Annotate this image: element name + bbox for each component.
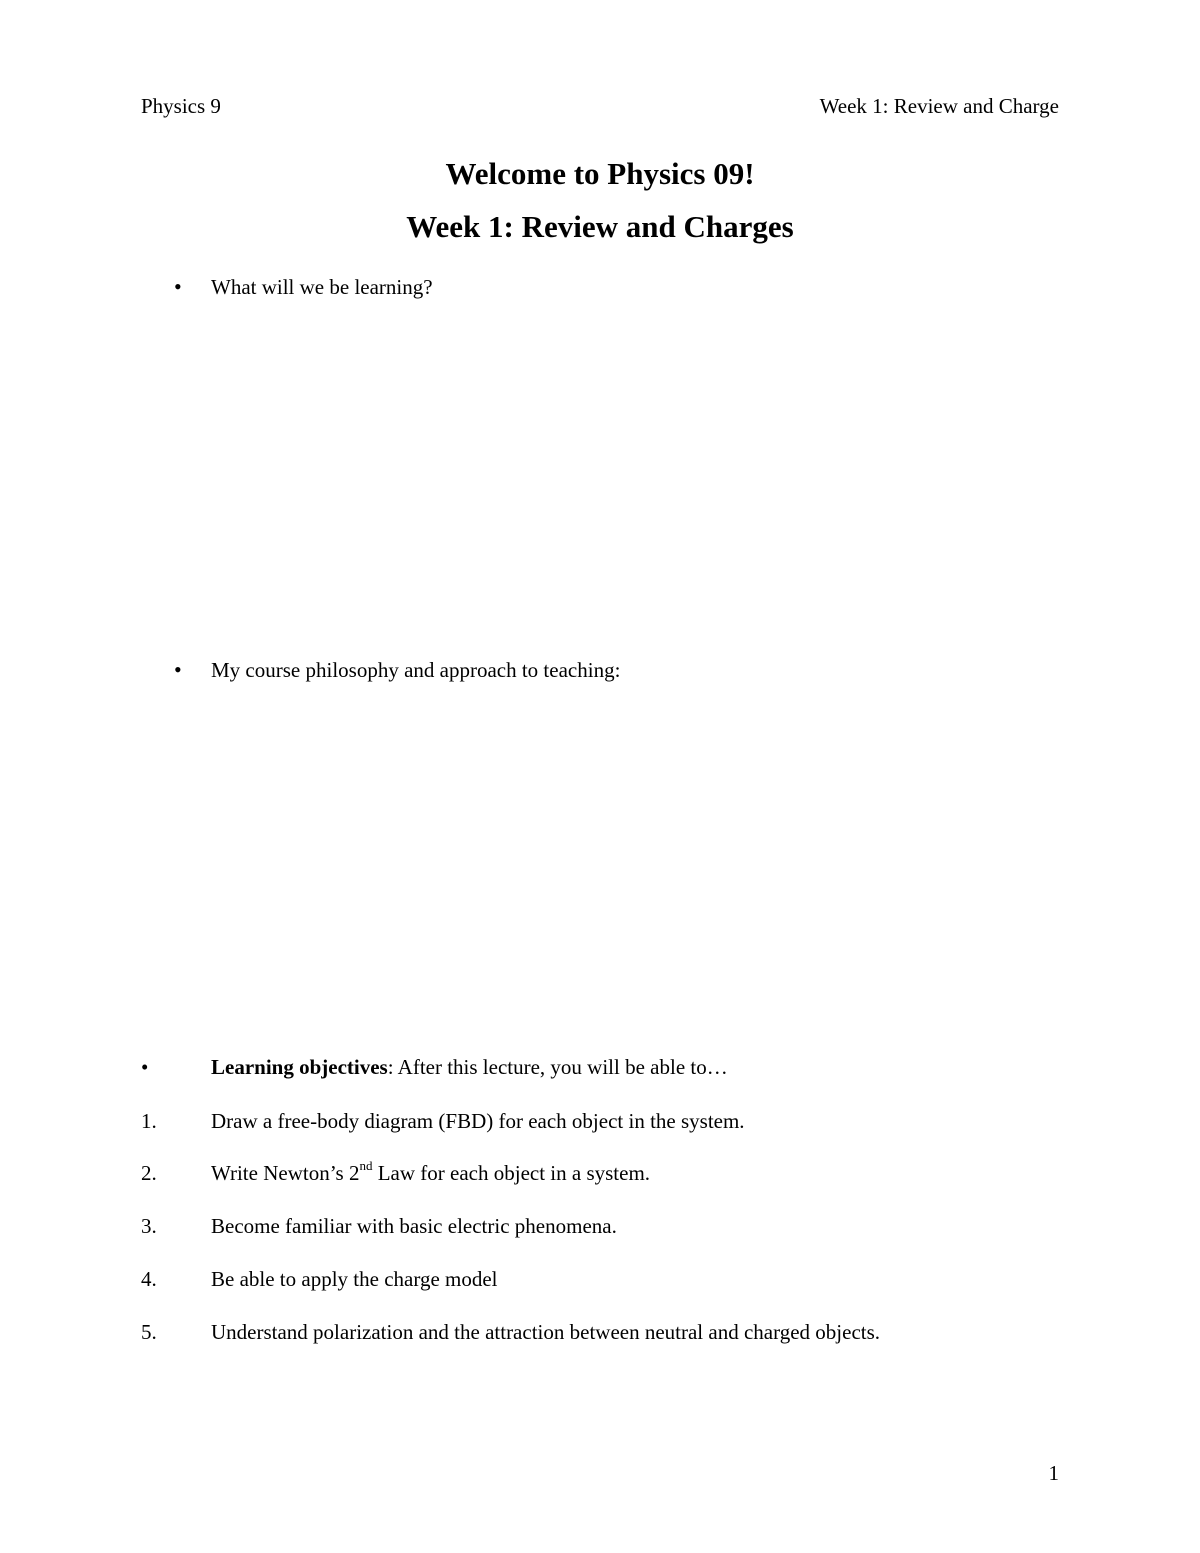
bullet-icon: • bbox=[174, 274, 182, 299]
objective-text: Be able to apply the charge model bbox=[211, 1267, 498, 1291]
bullet-icon: • bbox=[141, 1055, 149, 1079]
objective-text-after: Law for each object in a system. bbox=[372, 1161, 651, 1185]
page-subtitle: Week 1: Review and Charges bbox=[406, 209, 794, 244]
page-title: Welcome to Physics 09! bbox=[445, 156, 755, 191]
header-week-title: Week 1: Review and Charge bbox=[819, 94, 1059, 118]
objective-number: 1. bbox=[141, 1109, 157, 1133]
header-course-name: Physics 9 bbox=[141, 94, 221, 118]
objective-text: Understand polarization and the attraction between neutral and charged objects. bbox=[211, 1320, 881, 1344]
bullet-text: My course philosophy and approach to teaching: bbox=[211, 658, 621, 682]
objective-number: 2. bbox=[141, 1161, 157, 1185]
page-number: 1 bbox=[1048, 1461, 1059, 1485]
objective-text: Become familiar with basic electric phenomena. bbox=[211, 1214, 617, 1238]
learning-objectives-label: Learning objectives bbox=[211, 1055, 388, 1079]
bullet-icon: • bbox=[174, 657, 182, 682]
objective-text: Draw a free-body diagram (FBD) for each object in the system. bbox=[211, 1109, 745, 1133]
learning-objectives-text bbox=[211, 1053, 728, 1081]
learning-objectives-intro: : After this lecture, you will be able to… bbox=[387, 1055, 728, 1079]
objective-text-before: Write Newton’s 2 bbox=[211, 1161, 360, 1185]
bullet-text: What will we be learning? bbox=[211, 275, 433, 299]
objective-number: 4. bbox=[141, 1267, 157, 1291]
objective-number: 3. bbox=[141, 1214, 157, 1238]
objective-superscript: nd bbox=[359, 1158, 373, 1173]
objective-text bbox=[211, 1159, 650, 1187]
objective-number: 5. bbox=[141, 1320, 157, 1344]
